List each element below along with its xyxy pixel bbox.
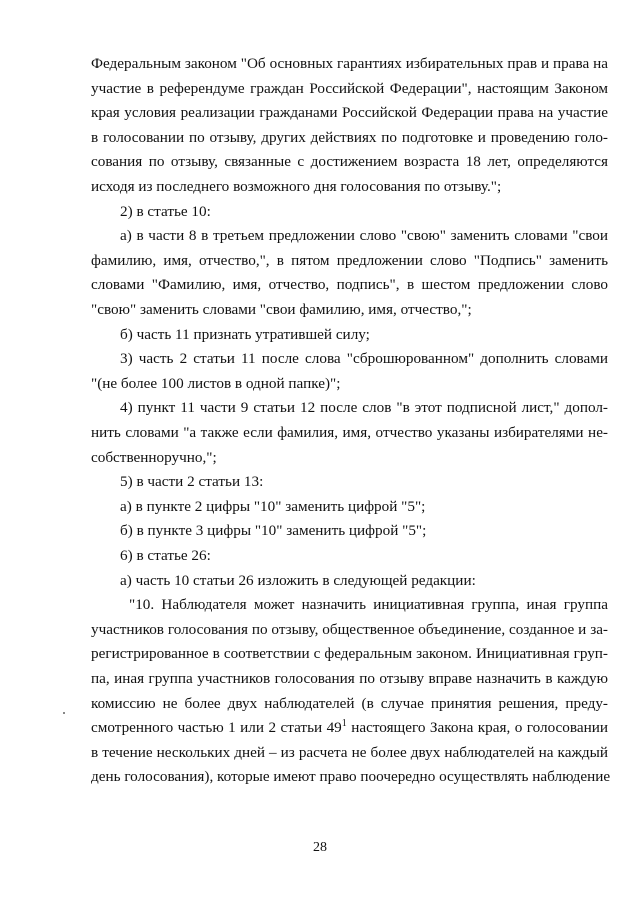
page-number: 28 <box>313 840 327 855</box>
text-line: собственноручно,"; <box>91 448 217 466</box>
text-segment: настоящего Закона края, о голосовании <box>346 719 608 737</box>
text-line: сования по отзыву, связанные с достижением возраста 18 лет, определяются <box>91 153 608 171</box>
text-line: исходя из последнего возможного дня голосования по отзыву."; <box>91 178 502 195</box>
text-line: "10. Наблюдателя может назначить инициативная группа, иная группа <box>129 596 608 614</box>
text-line: в голосовании по отзыву, других действиях по подготовке и проведению голо- <box>91 128 608 146</box>
text-line: нить словами "а также если фамилия, имя, отчество указаны избирателями не- <box>91 424 608 441</box>
text-line: регистрированное в соответствии с федеральным законом. Инициативная груп- <box>91 645 608 663</box>
text-line: па, иная группа участников голосования по отзыву вправе назначить в каждую <box>91 670 608 687</box>
scan-speck <box>63 712 65 714</box>
text-line <box>91 718 608 738</box>
superscript: 1 <box>341 718 347 730</box>
text-line: фамилию, имя, отчество,", в пятом предложении слово "Подпись" заменить <box>91 251 608 269</box>
text-line: участников голосования по отзыву, общественное объединение, созданное и за- <box>91 620 608 638</box>
text-line: а) часть 10 статьи 26 изложить в следующей редакции: <box>120 571 476 589</box>
text-line: комиссию не более двух наблюдателей (в случае принятия решения, преду- <box>91 694 608 712</box>
text-line: 6) в статье 26: <box>120 547 211 564</box>
text-line: края условия реализации гражданами Российской Федерации права на участие <box>91 104 608 122</box>
text-line: а) в части 8 в третьем предложении слово "свою" заменить словами "свои <box>120 227 608 245</box>
text-line: "свою" заменить словами "свои фамилию, имя, отчество,"; <box>91 301 472 318</box>
text-line: 5) в части 2 статьи 13: <box>120 473 264 491</box>
text-line: словами "Фамилию, имя, отчество, подпись", в шестом предложении слово <box>91 276 608 294</box>
text-line: 2) в статье 10: <box>120 202 211 220</box>
text-line: 3) часть 2 статьи 11 после слова "сброшюрованном" дополнить словами <box>120 350 608 368</box>
text-line: участие в референдуме граждан Российской Федерации", настоящим Законом <box>91 79 608 97</box>
text-line: 4) пункт 11 части 9 статьи 12 после слов "в этот подписной лист," допол- <box>120 399 608 417</box>
text-line: б) часть 11 признать утратившей силу; <box>120 325 370 343</box>
text-line: в течение нескольких дней – из расчета не более двух наблюдателей на каждый <box>91 743 608 761</box>
text-line: Федеральным законом "Об основных гарантиях избирательных прав и права на <box>91 55 608 72</box>
text-line: "(не более 100 листов в одной папке)"; <box>91 374 341 392</box>
text-line: а) в пункте 2 цифры "10" заменить цифрой "5"; <box>120 497 426 515</box>
text-line: б) в пункте 3 цифры "10" заменить цифрой "5"; <box>120 522 427 540</box>
text-line: день голосования), которые имеют право поочередно осуществлять наблюдение <box>91 768 611 786</box>
text-segment: смотренного частью 1 или 2 статьи 49 <box>91 719 342 737</box>
